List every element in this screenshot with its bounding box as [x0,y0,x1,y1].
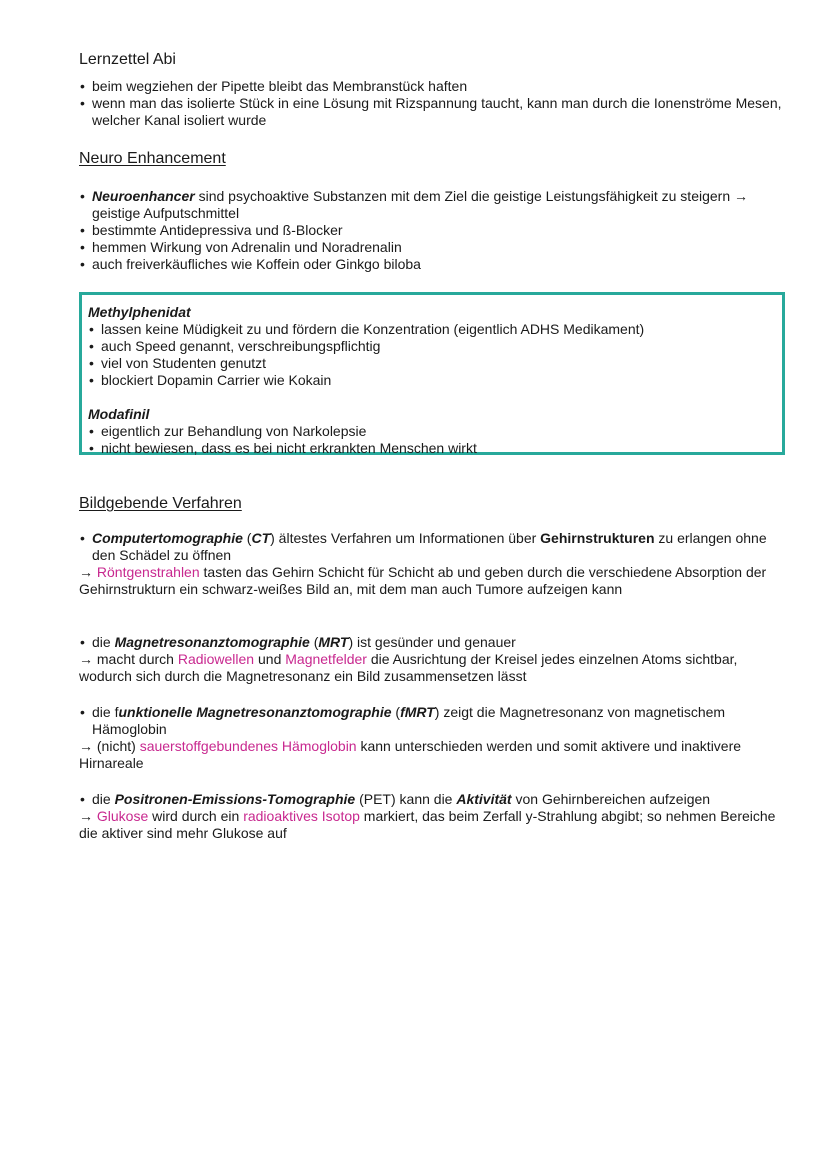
highlight-term: Radiowellen [177,651,255,667]
intro-list [79,78,791,129]
page-title: Lernzettel Abi [79,51,176,68]
list-item: • auch Speed genannt, verschreibungspflichtig [88,338,800,355]
paragraph-pet: • die Positronen-Emissions-Tomographie (PET) kann die Aktivität von Gehirnbereichen aufzeigen → Glukose wird durch ein radioaktives Isotop markiert, das beim Zerfall y-Strahlung abgibt; so nehmen Bereiche die aktiver sind mehr Glukose auf [79,791,791,842]
list-item: • nicht bewiesen, dass es bei nicht erkrankten Menschen wirkt [88,440,800,457]
list-item: • auch freiverkäufliches wie Koffein oder Ginkgo biloba [79,256,791,273]
highlight-term: sauerstoffgebundenes Hämoglobin [139,738,357,754]
highlight-term: radioaktives Isotop [243,808,360,824]
section-heading-bildgebende: Bildgebende Verfahren [79,495,242,512]
section-heading-neuro: Neuro Enhancement [79,150,226,167]
highlight-term: Magnetfelder [285,651,367,667]
paragraph-fmrt: • die funktionelle Magnetresonanztomographie (fMRT) zeigt die Magnetresonanz von magnetischem Hämoglobin → (nicht) sauerstoffgebundenes Hämoglobin kann unterschieden werden und somit aktivere und inaktivere Hirnareale [79,704,791,772]
paragraph-ct: • Computertomographie (CT) ältestes Verfahren um Informationen über Gehirnstrukturen zu erlangen ohne den Schädel zu öffnen → Röntgenstrahlen tasten das Gehirn Schicht für Schicht ab und geben durch die verschiedene Absorption der Gehirnstrukturn ein schwarz-weißes Bild an, mit dem man auch Tumore aufzeigen kann [79,530,791,598]
box-title-modafinil: Modafinil [88,406,150,422]
neuro-list [79,188,791,273]
list-item: • Neuroenhancer sind psychoaktive Substanzen mit dem Ziel die geistige Leistungsfähigkeit zu steigern → geistige Aufputschmittel [79,188,791,222]
list-item: • viel von Studenten genutzt [88,355,800,372]
list-item: • lassen keine Müdigkeit zu und fördern die Konzentration (eigentlich ADHS Medikament) [88,321,800,338]
highlight-term: Glukose [96,808,149,824]
box-title-methylphenidat: Methylphenidat [88,304,191,320]
list-item: • beim wegziehen der Pipette bleibt das Membranstück haften [79,78,791,95]
highlight-term: Röntgenstrahlen [96,564,200,580]
list-item: • blockiert Dopamin Carrier wie Kokain [88,372,800,389]
term-neuroenhancer: Neuroenhancer [92,188,195,204]
modafinil-list [88,423,800,457]
methylphenidat-list [88,321,800,389]
paragraph-mrt: • die Magnetresonanztomographie (MRT) ist gesünder und genauer → macht durch Radiowellen und Magnetfelder die Ausrichtung der Kreisel jedes einzelnen Atoms sichtbar, wodurch sich durch die Magnetresonanz ein Bild zusammensetzen lässt [79,634,791,685]
list-item: • wenn man das isolierte Stück in eine Lösung mit Rizspannung taucht, kann man durch die Ionenströme Mesen, welcher Kanal isoliert wurde [79,95,791,129]
list-item: • eigentlich zur Behandlung von Narkolepsie [88,423,800,440]
list-item: • hemmen Wirkung von Adrenalin und Noradrenalin [79,239,791,256]
list-item: • bestimmte Antidepressiva und ß-Blocker [79,222,791,239]
info-box [79,292,785,455]
